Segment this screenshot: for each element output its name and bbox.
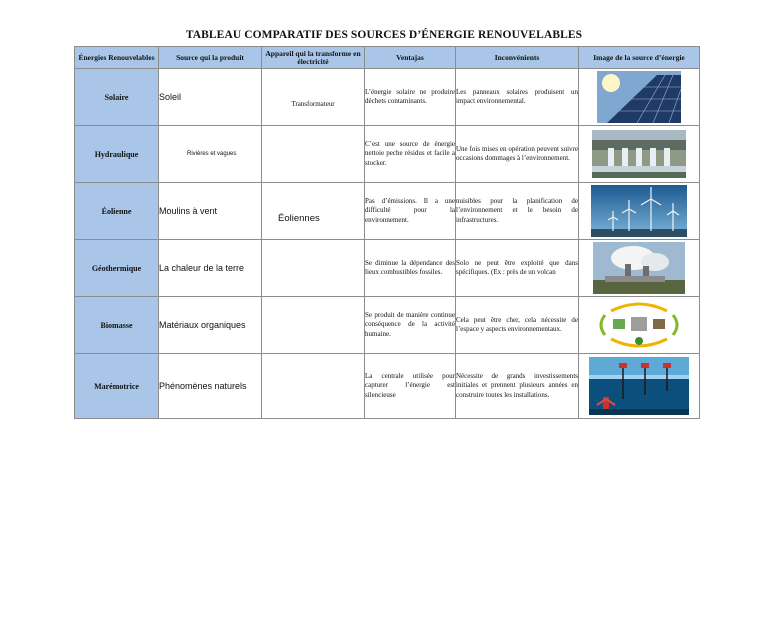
energy-name: Biomasse bbox=[75, 297, 159, 354]
header-image: Image de la source d’énergie bbox=[579, 47, 700, 69]
source-cell: Soleil bbox=[159, 69, 262, 126]
advantage-cell: L’énergie solaire ne produire déchets contaminants. bbox=[365, 69, 456, 126]
energy-name: Marémotrice bbox=[75, 354, 159, 419]
geothermal-plant-photo bbox=[593, 242, 685, 294]
image-cell bbox=[579, 69, 700, 126]
device-cell bbox=[262, 297, 365, 354]
table-row bbox=[75, 240, 700, 297]
biomass-cycle-diagram bbox=[593, 299, 685, 351]
image-cell bbox=[579, 354, 700, 419]
header-ventajas: Ventajas bbox=[365, 47, 456, 69]
drawback-cell: nuisibles pour la planification de l’environnement et le besoin de infrastructures. bbox=[456, 183, 579, 240]
image-cell bbox=[579, 240, 700, 297]
header-inconvenients: Inconvénients bbox=[456, 47, 579, 69]
source-cell: Phénomènes naturels bbox=[159, 354, 262, 419]
tidal-turbine-illustration bbox=[589, 357, 689, 415]
energy-name: Éolienne bbox=[75, 183, 159, 240]
header-appareil: Appareil qui la transforme en électricité bbox=[262, 47, 365, 69]
header-energies: Énergies Renouvelables bbox=[75, 47, 159, 69]
solar-panel-photo bbox=[597, 71, 681, 123]
drawback-cell: Cela peut être cher, cela nécessite de l’espace y aspects environnementaux. bbox=[456, 297, 579, 354]
energy-name: Géothermique bbox=[75, 240, 159, 297]
table-row bbox=[75, 126, 700, 183]
drawback-cell: Solo ne peut être exploité que dans spécifiques. (Ex : près de un volcan bbox=[456, 240, 579, 297]
image-cell bbox=[579, 126, 700, 183]
source-cell: La chaleur de la terre bbox=[159, 240, 262, 297]
energy-name: Solaire bbox=[75, 69, 159, 126]
advantage-cell: Se produit de manière continue conséquence de la activité humaine. bbox=[365, 297, 456, 354]
source-cell: Moulins à vent bbox=[159, 183, 262, 240]
advantage-cell: La centrale utilisée pour capturer l’énergie est silencieuse bbox=[365, 354, 456, 419]
source-cell: Rivières et vagues bbox=[159, 126, 262, 183]
comparison-table bbox=[74, 46, 700, 419]
wind-turbine-photo bbox=[591, 185, 687, 237]
dam-photo bbox=[592, 130, 686, 178]
table-row bbox=[75, 297, 700, 354]
source-cell: Matériaux organiques bbox=[159, 297, 262, 354]
table-row bbox=[75, 183, 700, 240]
image-cell bbox=[579, 183, 700, 240]
device-cell bbox=[262, 126, 365, 183]
table-row bbox=[75, 69, 700, 126]
device-cell bbox=[262, 240, 365, 297]
image-cell bbox=[579, 297, 700, 354]
energy-name: Hydraulique bbox=[75, 126, 159, 183]
drawback-cell: Nécessite de grands investissements initiales et prennent plusieurs années en construire toutes les installations. bbox=[456, 354, 579, 419]
device-cell: Éoliennes bbox=[262, 183, 365, 240]
header-row bbox=[75, 47, 700, 69]
advantage-cell: Pas d’émissions. Il a une difficulté pour la environnement. bbox=[365, 183, 456, 240]
advantage-cell: C’est une source de énergie nettoie peche résidus et facile a stocker. bbox=[365, 126, 456, 183]
drawback-cell: Une fois mises en opération peuvent suivre occasions dommages à l’environnement. bbox=[456, 126, 579, 183]
table-row bbox=[75, 354, 700, 419]
advantage-cell: Se diminue la dépendance des lieux combustibles fossiles. bbox=[365, 240, 456, 297]
header-source: Source qui la produit bbox=[159, 47, 262, 69]
drawback-cell: Les panneaux solaires produisent un impact environnemental. bbox=[456, 69, 579, 126]
device-cell bbox=[262, 354, 365, 419]
device-cell: Transformateur bbox=[262, 69, 365, 126]
page-title: TABLEAU COMPARATIF DES SOURCES D’ÉNERGIE RENOUVELABLES bbox=[185, 29, 583, 41]
